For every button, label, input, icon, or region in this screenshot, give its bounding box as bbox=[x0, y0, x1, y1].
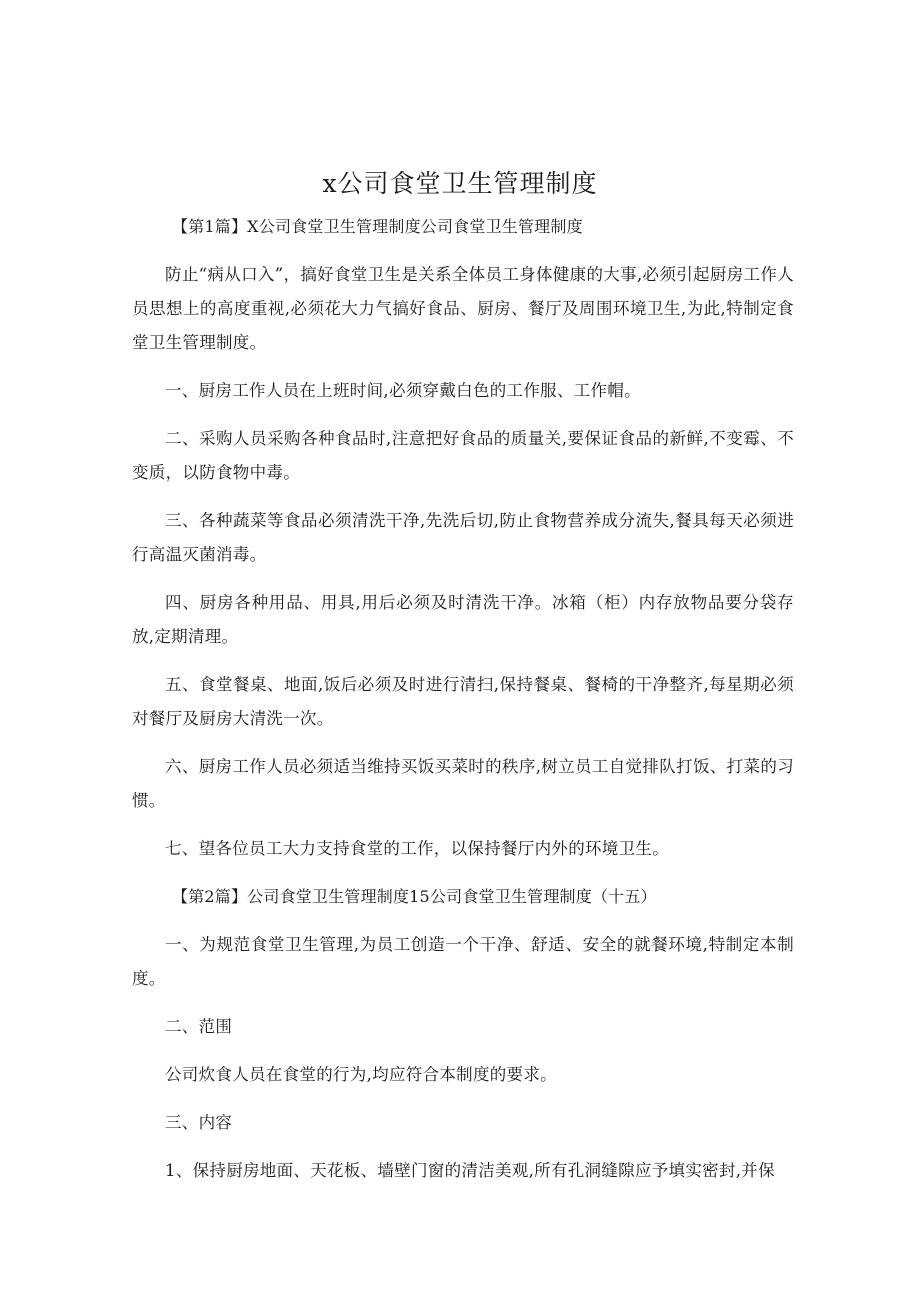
section-2-paragraph: 公司炊食人员在食堂的行为,均应符合本制度的要求。 bbox=[165, 1065, 557, 1084]
section-1-paragraph: 一、厨房工作人员在上班时间,必须穿戴白色的工作服、工作帽。 bbox=[165, 381, 641, 400]
section-1-paragraph: 防止“病从口入”，搞好食堂卫生是关系全体员工身体健康的大事,必须引起厨房工作人员思想上的高度重视,必须花大力气搞好食品、厨房、餐厅及周围环境卫生,为此,特制定食堂卫生管理制度。 bbox=[132, 265, 794, 352]
section-1-paragraph: 七、望各位员工大力支持食堂的工作，以保持餐厅内外的环境卫生。 bbox=[165, 839, 669, 858]
section-1-paragraph: 四、厨房各种用品、用具,用后必须及时清洗干净。冰箱（柜）内存放物品要分袋存放,定期清理。 bbox=[132, 593, 794, 646]
section-2-heading: 【第2篇】公司食堂卫生管理制度15公司食堂卫生管理制度（十五） bbox=[172, 887, 657, 906]
document-title: x公司食堂卫生管理制度 bbox=[322, 169, 598, 198]
section-1-paragraph: 二、采购人员采购各种食品时,注意把好食品的质量关,要保证食品的新鲜,不变霉、不变质，以防食物中毒。 bbox=[132, 429, 794, 482]
section-1-paragraph: 六、厨房工作人员必须适当维持买饭买菜时的秩序,树立员工自觉排队打饭、打菜的习惯。 bbox=[132, 757, 794, 810]
section-2-paragraph: 1、保持厨房地面、天花板、墙壁门窗的清洁美观,所有孔洞缝隙应予填实密封,并保 bbox=[165, 1161, 775, 1180]
section-1-paragraph: 五、食堂餐桌、地面,饭后必须及时进行清扫,保持餐桌、餐椅的干净整齐,每星期必须对餐厅及厨房大清洗一次。 bbox=[132, 675, 794, 728]
section-2-paragraph: 三、内容 bbox=[165, 1113, 233, 1132]
section-2-paragraph: 二、范围 bbox=[165, 1017, 233, 1036]
section-1-heading: 【第1篇】X公司食堂卫生管理制度公司食堂卫生管理制度 bbox=[172, 217, 583, 236]
document-body bbox=[132, 210, 794, 1202]
section-1-paragraph: 三、各种蔬菜等食品必须清洗干净,先洗后切,防止食物营养成分流失,餐具每天必须进行高温灭菌消毒。 bbox=[132, 511, 794, 564]
section-2-paragraph: 一、为规范食堂卫生管理,为员工创造一个干净、舒适、安全的就餐环境,特制定本制度。 bbox=[132, 935, 794, 988]
